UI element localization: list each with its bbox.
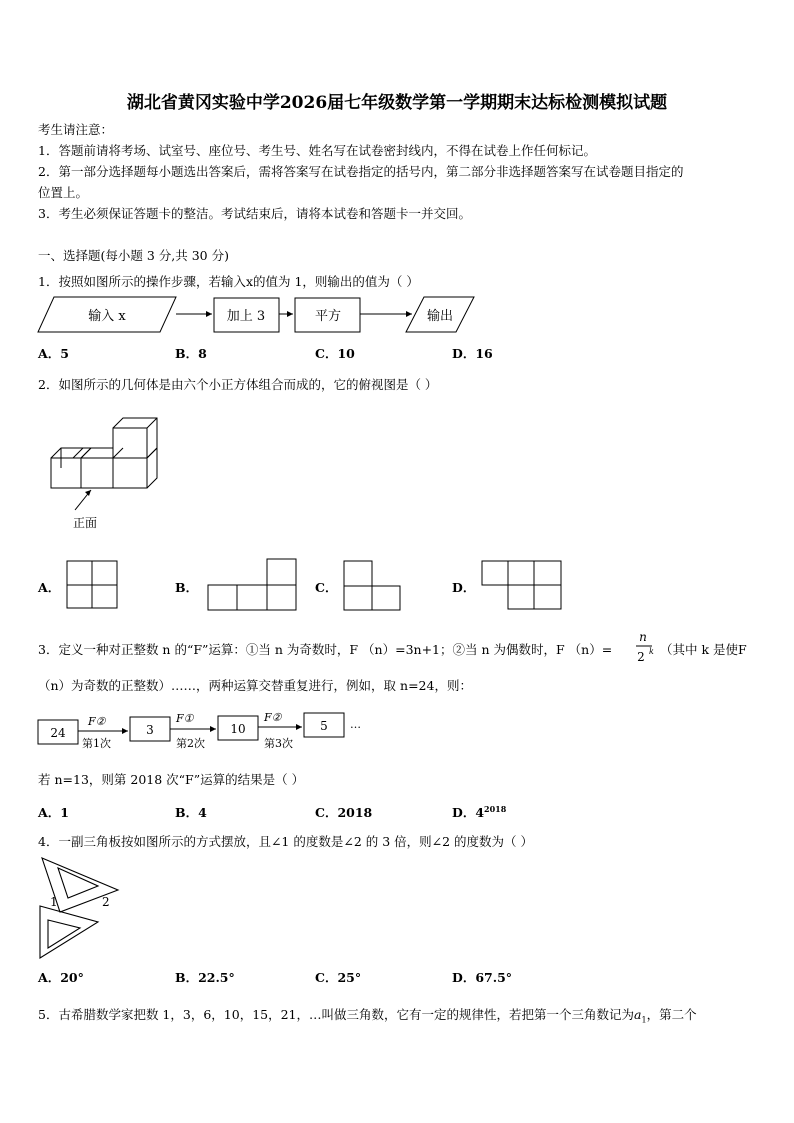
notice-item: 1．答题前请将考场、试室号、座位号、考生号、姓名写在试卷密封线内，不得在试卷上作任何标记。 — [38, 143, 596, 158]
section-heading: 一、选择题(每小题 3 分,共 30 分) — [38, 248, 229, 263]
fraction-numerator: n — [639, 630, 647, 644]
flow-step-label: 输入 x — [88, 309, 126, 324]
question-3-ask: 若 n=13，则第 2018 次“F”运算的结果是（ ） — [38, 772, 305, 787]
sequence-subscript: 1 — [641, 1015, 647, 1025]
option-c: C．10 — [315, 346, 355, 361]
option-b: B．22.5° — [175, 970, 235, 985]
question-5-text: 5．古希腊数学家把数 1，3，6，10，15，21，…叫做三角数，它有一定的规律性，若把第一个三角数记为 — [38, 1007, 635, 1022]
chain-step: 第3次 — [264, 737, 293, 750]
chain-op: F② — [88, 715, 106, 728]
question-5-tail: ，第二个 — [646, 1007, 697, 1022]
chain-value: 10 — [230, 722, 246, 736]
option-b: B．8 — [175, 346, 207, 361]
chain-value: 5 — [320, 719, 328, 733]
chain-value: 24 — [50, 726, 66, 740]
q4-triangle-figure — [36, 856, 126, 960]
flow-arrowhead — [406, 311, 412, 317]
option-d: D．16 — [452, 346, 493, 361]
page-title: 湖北省黄冈实验中学2026届七年级数学第一学期期末达标检测模拟试题 — [126, 93, 668, 113]
fraction-exponent: k — [649, 647, 654, 656]
chain-op: F② — [264, 711, 282, 724]
chain-step: 第1次 — [82, 737, 111, 750]
option-d — [452, 803, 506, 821]
option-c: C．2018 — [315, 805, 373, 820]
notice-item: 位置上。 — [38, 185, 89, 200]
flow-step-label: 平方 — [314, 309, 342, 324]
fraction-denominator: 2 — [637, 650, 645, 664]
flow-arrowhead — [287, 311, 293, 317]
option-a: A．5 — [38, 346, 69, 361]
q1-flowchart — [36, 294, 476, 336]
question-5-stem — [38, 1005, 697, 1025]
question-2-stem: 2．如图所示的几何体是由六个小正方体组合而成的，它的俯视图是（ ） — [38, 377, 438, 392]
option-c-view — [343, 560, 403, 612]
option-c: C． — [315, 580, 338, 595]
option-b-view — [207, 558, 299, 612]
flow-arrowhead — [206, 311, 212, 317]
option-d: D． — [452, 580, 476, 595]
option-b: B． — [175, 580, 199, 595]
question-1-stem: 1．按照如图所示的操作步骤，若输入x的值为 1，则输出的值为（ ） — [38, 274, 419, 289]
chain-ellipsis: … — [350, 718, 361, 731]
lower-triangle — [40, 906, 98, 958]
chain-op: F① — [176, 712, 194, 725]
chain-value: 3 — [146, 723, 154, 737]
flow-step-label: 输出 — [426, 309, 454, 324]
option-a: A． — [38, 580, 61, 595]
option-a: A．1 — [38, 805, 69, 820]
q2-cube-figure — [45, 412, 165, 532]
chain-step: 第2次 — [176, 737, 205, 750]
option-d-view — [481, 560, 565, 612]
option-d-exponent: 2018 — [484, 803, 507, 814]
front-label: 正面 — [73, 516, 98, 530]
front-arrowhead — [85, 490, 91, 496]
angle-2-label: 2 — [102, 895, 110, 909]
q3-operation-chain — [36, 704, 366, 754]
angle-1-label: 1 — [50, 895, 58, 909]
option-a: A．20° — [38, 970, 84, 985]
notice-heading: 考生请注意： — [38, 122, 114, 137]
question-3-stem: 3．定义一种对正整数 n 的“F”运算：①当 n 为奇数时，F （n）=3n+1；②当 n 为偶数时，F （n）= — [38, 642, 613, 657]
sequence-variable: a — [634, 1007, 642, 1022]
option-d-base: D．4 — [452, 805, 485, 820]
option-b: B．4 — [175, 805, 207, 820]
option-c: C．25° — [315, 970, 362, 985]
question-3-line2: （n）为奇数的正整数）……，两种运算交替重复进行，例如，取 n=24，则： — [38, 678, 472, 693]
notice-item: 3．考生必须保证答题卡的整洁。考试结束后，请将本试卷和答题卡一并交回。 — [38, 206, 471, 221]
flow-step-label: 加上 3 — [226, 309, 266, 324]
q3-fraction — [634, 628, 656, 668]
question-3-stem-tail: （其中 k 是使F — [660, 642, 747, 657]
option-d: D．67.5° — [452, 970, 513, 985]
notice-item: 2．第一部分选择题每小题选出答案后，需将答案写在试卷指定的括号内，第二部分非选择题答案写在试卷题目指定的 — [38, 164, 684, 179]
option-a-view — [66, 560, 122, 610]
question-4-stem: 4．一副三角板按如图所示的方式摆放，且∠1 的度数是∠2 的 3 倍，则∠2 的度数为（ ） — [38, 834, 534, 849]
